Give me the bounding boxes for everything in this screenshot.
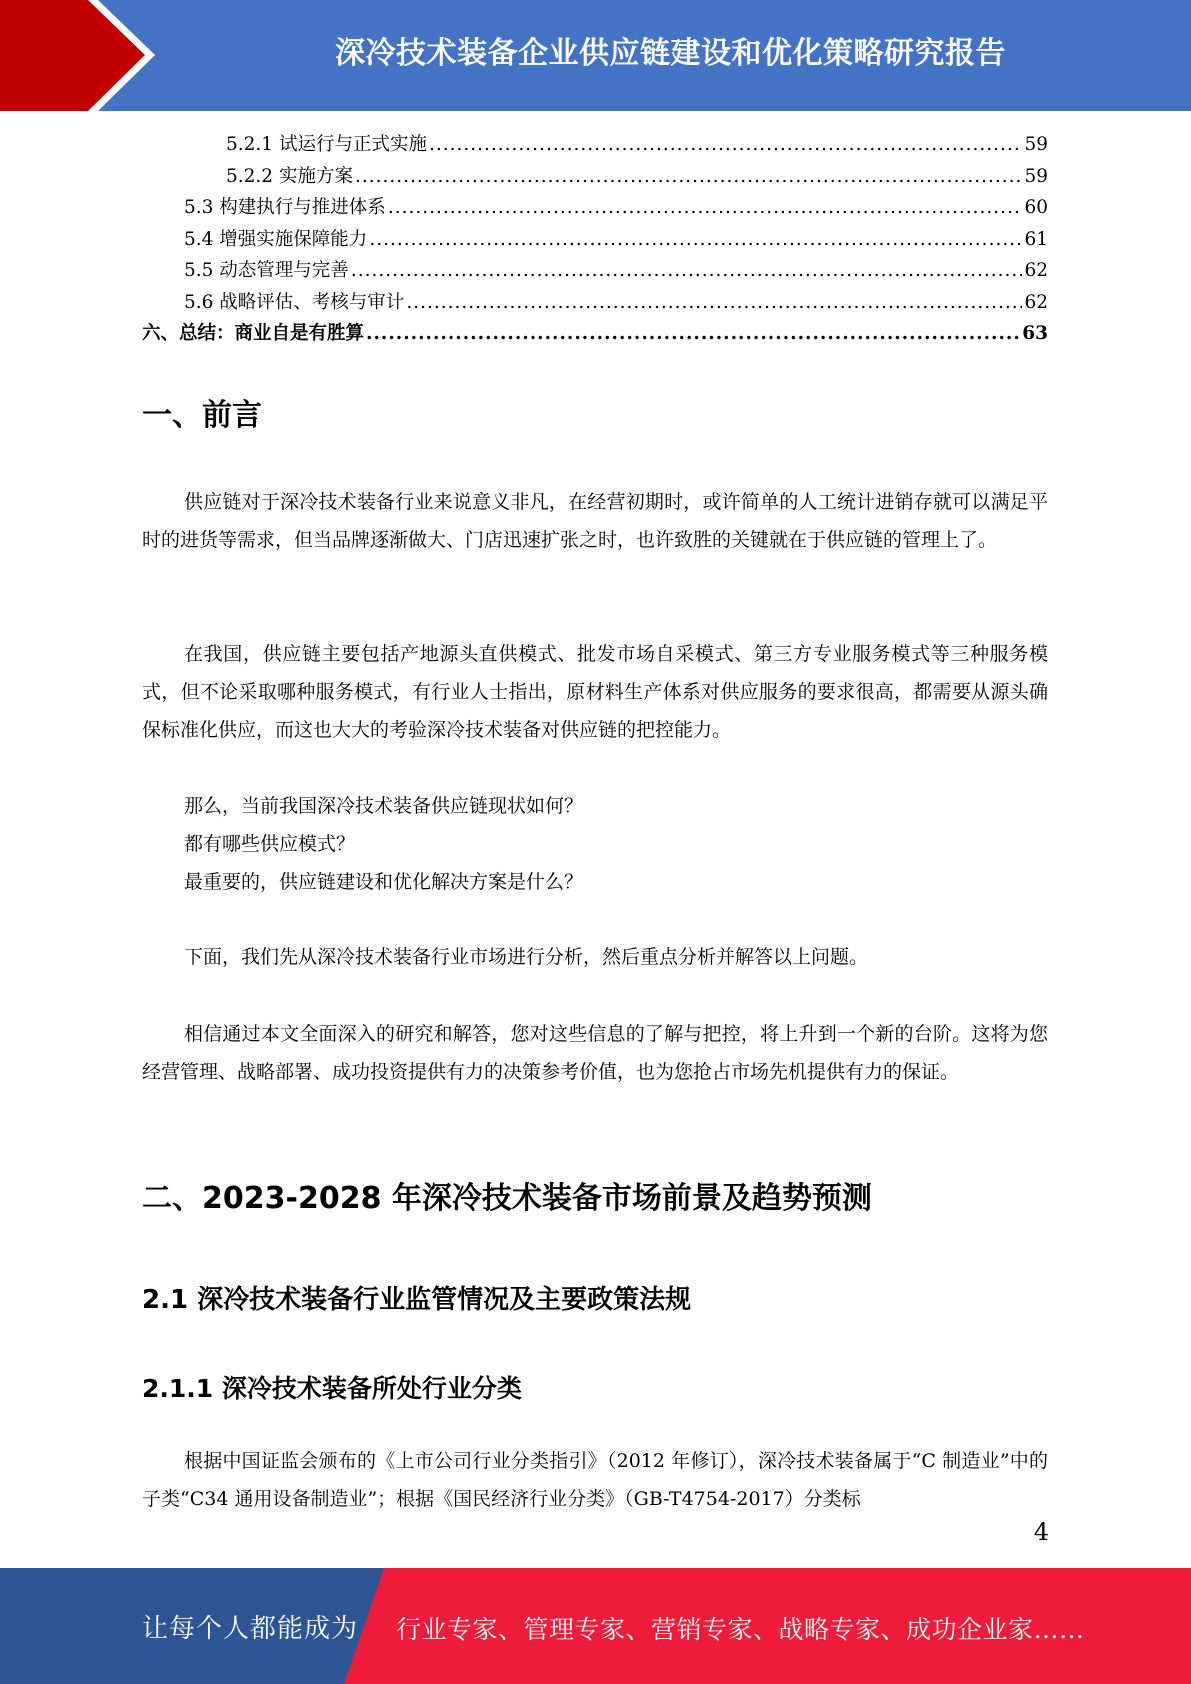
- page-number: 4: [1033, 1518, 1049, 1546]
- report-title: 深冷技术装备企业供应链建设和优化策略研究报告: [335, 36, 1006, 71]
- toc-leader-dots: [388, 197, 1023, 218]
- question-line: 最重要的，供应链建设和优化解决方案是什么？: [184, 871, 584, 893]
- table-of-contents: [142, 130, 1048, 351]
- toc-entry-title: 5.6 战略评估、考核与审计: [184, 291, 405, 313]
- toc-leader-dots: [351, 260, 1023, 281]
- toc-row[interactable]: [142, 225, 1048, 257]
- paragraph: 根据中国证监会颁布的《上市公司行业分类指引》（2012 年修订），深冷技术装备属于“C 制造业”中的子类“C34 通用设备制造业”；根据《国民经济行业分类》（GB-T4754-2017）分类标: [142, 1450, 1048, 1510]
- page-footer: [0, 1568, 1191, 1684]
- toc-entry-title: 5.2.1 试运行与正式实施: [226, 134, 427, 155]
- toc-entry-title: 六、总结：商业自是有胜算: [142, 323, 365, 344]
- header-arrow-decoration: [0, 0, 160, 111]
- subsection-heading: 2.1 深冷技术装备行业监管情况及主要政策法规: [142, 1285, 692, 1315]
- toc-leader-dots: [369, 229, 1022, 250]
- footer-slogan-right: 行业专家、管理专家、营销专家、战略专家、成功企业家……: [396, 1615, 1085, 1644]
- page-header: [0, 0, 1191, 111]
- footer-slogan-left: 让每个人都能成为: [142, 1614, 359, 1644]
- toc-leader-dots: [429, 134, 1022, 155]
- paragraph: 相信通过本文全面深入的研究和解答，您对这些信息的了解与把控，将上升到一个新的台阶。这将为您经营管理、战略部署、成功投资提供有力的决策参考价值，也为您抢占市场先机提供有力的保证。: [142, 1023, 1048, 1083]
- toc-entry-title: 5.2.2 实施方案: [226, 165, 353, 187]
- question-line: 都有哪些供应模式？: [184, 833, 356, 855]
- toc-row[interactable]: [142, 162, 1048, 194]
- header-red-arrow: [0, 0, 145, 111]
- toc-entry-title: 5.5 动态管理与完善: [184, 260, 349, 281]
- toc-page-number: 63: [1022, 323, 1048, 344]
- toc-row[interactable]: [142, 319, 1048, 351]
- section-heading-preface: 一、前言: [142, 398, 262, 433]
- toc-page-number: 59: [1024, 165, 1048, 187]
- section-heading-market: 二、2023-2028 年深冷技术装备市场前景及趋势预测: [142, 1181, 872, 1216]
- toc-page-number: 59: [1024, 134, 1048, 155]
- toc-leader-dots: [406, 292, 1022, 313]
- toc-row[interactable]: [142, 130, 1048, 162]
- toc-page-number: 62: [1024, 291, 1048, 313]
- paragraph: 在我国，供应链主要包括产地源头直供模式、批发市场自采模式、第三方专业服务模式等三种服务模式，但不论采取哪种服务模式，有行业人士指出，原材料生产体系对供应服务的要求很高，都需要从源头确保标准化供应，而这也大大的考验深冷技术装备对供应链的把控能力。: [142, 643, 1048, 741]
- subsubsection-heading: 2.1.1 深冷技术装备所处行业分类: [142, 1374, 522, 1403]
- paragraph: 供应链对于深冷技术装备行业来说意义非凡，在经营初期时，或许简单的人工统计进销存就可以满足平时的进货等需求，但当品牌逐渐做大、门店迅速扩张之时，也许致胜的关键就在于供应链的管理上了。: [142, 491, 1048, 551]
- toc-page-number: 62: [1024, 260, 1048, 281]
- toc-row[interactable]: [142, 193, 1048, 225]
- toc-leader-dots: [355, 166, 1023, 187]
- toc-leader-dots: [366, 323, 1020, 344]
- toc-row[interactable]: [142, 256, 1048, 288]
- toc-page-number: 61: [1024, 228, 1048, 250]
- paragraph: 下面，我们先从深冷技术装备行业市场进行分析，然后重点分析并解答以上问题。: [184, 946, 869, 968]
- toc-entry-title: 5.3 构建执行与推进体系: [184, 197, 386, 218]
- toc-row[interactable]: [142, 288, 1048, 320]
- question-line: 那么，当前我国深冷技术装备供应链现状如何？: [184, 795, 584, 817]
- toc-page-number: 60: [1024, 197, 1048, 218]
- toc-entry-title: 5.4 增强实施保障能力: [184, 228, 368, 250]
